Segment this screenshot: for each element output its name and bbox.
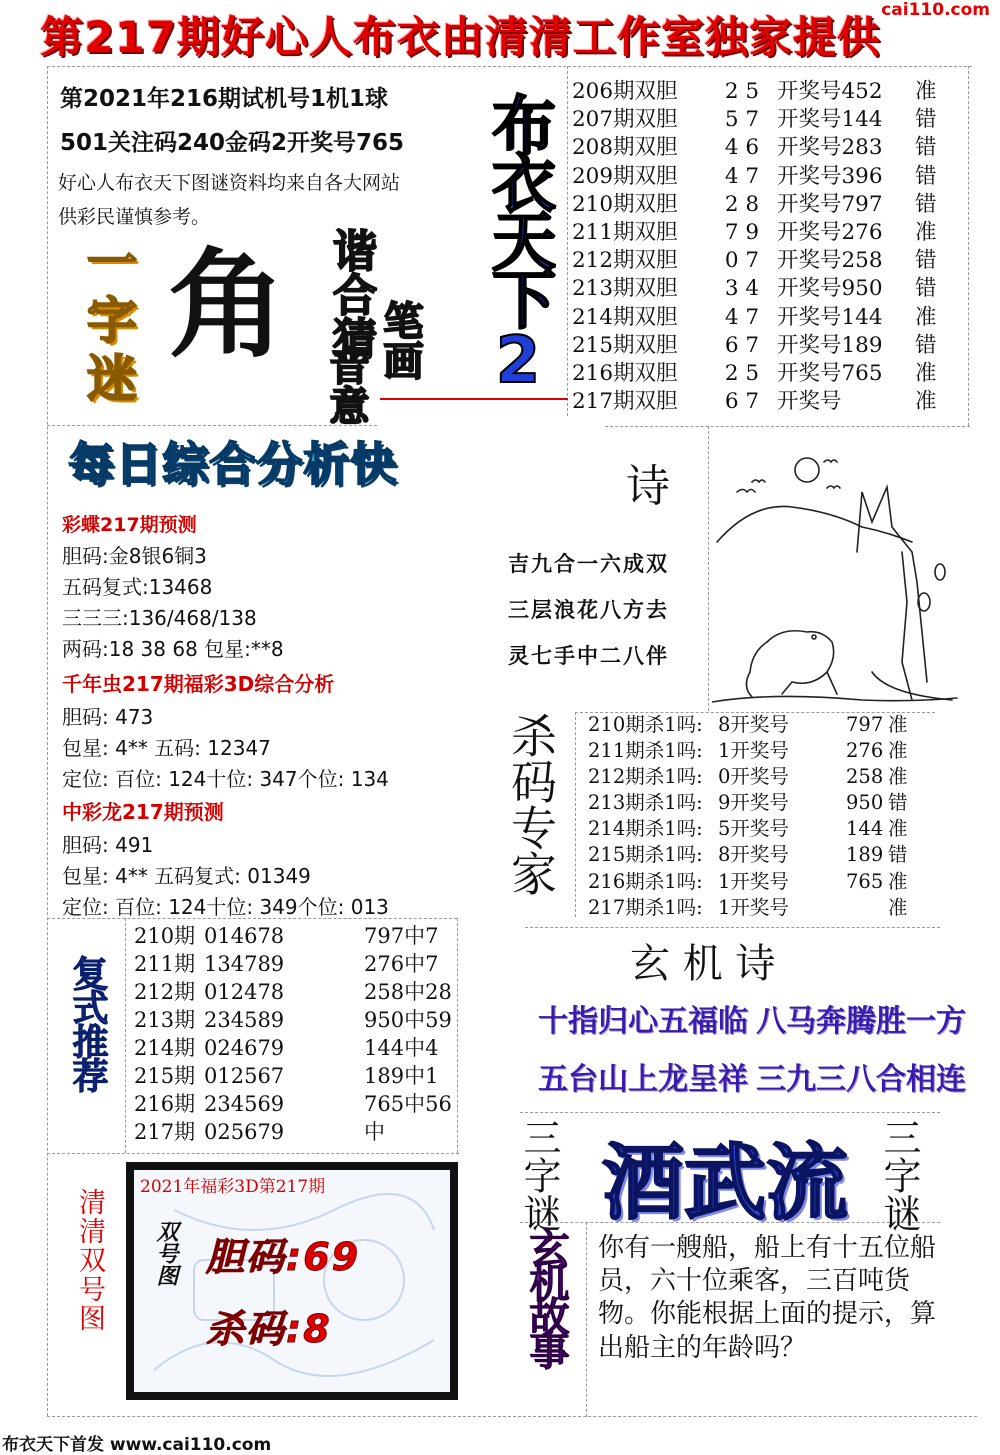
shuangdan-row [572, 332, 952, 360]
shuangdan-digits: 2 5 [724, 79, 760, 104]
shuangdan-prize: 开奖号 [777, 389, 842, 415]
shuangdan-digits: 4 7 [724, 163, 760, 189]
fushi-numbers: 134789 [204, 952, 285, 976]
shuangdan-row [572, 275, 952, 303]
kill-prize: 765 [846, 869, 884, 893]
kill-result: 准 [888, 765, 908, 789]
fushi-hit: 276中7 [364, 952, 439, 976]
shuangdan-issue: 212期双胆 [572, 248, 678, 274]
shuangdan-row [572, 247, 952, 275]
kill-result: 准 [888, 895, 908, 919]
analysis-line: 胆码:金8银6铜3 [62, 544, 207, 568]
disclaimer-line: 好心人布衣天下图谜资料均来自各大网站 [58, 172, 401, 194]
sanzi-label-left: 三字谜 [517, 1118, 561, 1232]
buyi-title: 布衣天下2 [481, 92, 555, 392]
shuangdan-row [572, 163, 952, 191]
kill-prize: 258 [846, 765, 884, 789]
divider [586, 1222, 587, 1417]
shuangdan-prize: 开奖号452 [777, 79, 883, 104]
fushi-issue: 214期 [134, 1036, 196, 1060]
shuangdan-row [572, 191, 952, 219]
shuangdan-prize: 开奖号797 [777, 191, 883, 217]
shuangdan-digits: 6 7 [724, 332, 760, 358]
fushi-row [134, 1118, 452, 1146]
riddle-hint: 笔画 [377, 300, 423, 380]
shuangdan-result: 错 [915, 332, 937, 358]
story-title: 玄机故事 [523, 1228, 569, 1364]
section-heading: 千年虫217期福彩3D综合分析 [62, 672, 335, 696]
footer-text: 布衣天下首发 www.cai110.com [2, 1435, 272, 1455]
shuangdan-prize: 开奖号258 [777, 248, 883, 274]
analysis-line: 胆码: 473 [62, 705, 154, 729]
xuanji-line: 三九三八合相连 [756, 1062, 966, 1097]
kill-row [588, 712, 910, 738]
xuanji-line: 十指归心五福临 [538, 1004, 748, 1039]
kill-result: 准 [888, 869, 908, 893]
analysis-line: 包星: 4** 五码: 12347 [62, 736, 271, 760]
fushi-hit: 950中59 [364, 1008, 452, 1032]
kill-prize: 144 [846, 817, 884, 841]
fushi-hit: 中 [364, 1120, 385, 1144]
poem-line: 灵七手中二八伴 [508, 644, 669, 668]
shuangdan-prize: 开奖号765 [777, 360, 883, 386]
shuangdan-issue: 210期双胆 [572, 191, 678, 217]
kill-digit: 0开奖号 [718, 765, 789, 789]
kill-code-list [588, 712, 910, 921]
analysis-line: 定位: 百位: 124十位: 349个位: 013 [62, 895, 389, 919]
kill-result: 准 [888, 817, 908, 841]
xuanji-line: 八马奔腾胜一方 [756, 1004, 966, 1039]
kill-issue: 217期杀1吗: [588, 895, 703, 919]
shuangdan-issue: 215期双胆 [572, 332, 678, 358]
disclaimer-line: 供彩民谨慎参考。 [58, 206, 211, 228]
shuangdan-result: 准 [915, 219, 937, 245]
kill-prize: 189 [846, 843, 884, 867]
shuanghao-side-label: 双号图 [153, 1220, 178, 1286]
shuanghao-dan: 胆码:69 [206, 1235, 361, 1279]
shuangdan-row [572, 78, 952, 106]
kill-digit: 8开奖号 [718, 713, 789, 736]
xuanji-title: 玄 机 诗 [630, 941, 776, 987]
analysis-line: 五码复式:13468 [62, 575, 213, 599]
daily-analysis-title: 每日综合分析快 [68, 437, 397, 491]
shuangdan-issue: 213期双胆 [572, 276, 678, 302]
shuangdan-row [572, 304, 952, 332]
shuangdan-result: 错 [915, 163, 937, 189]
focus-code-line: 501关注码240金码2开奖号765 [60, 130, 405, 156]
fushi-numbers: 024679 [204, 1036, 285, 1060]
fushi-row [134, 1090, 452, 1118]
kill-issue: 211期杀1吗: [588, 739, 703, 763]
fushi-row [134, 922, 452, 950]
fushi-issue: 215期 [134, 1064, 196, 1088]
riddle-label: 一字迷 [79, 236, 137, 410]
divider [47, 425, 377, 426]
qingqing-title: 清清双号图 [74, 1188, 105, 1333]
shuangdan-row [572, 388, 952, 416]
divider [47, 66, 48, 1416]
shuangdan-issue: 217期双胆 [572, 389, 678, 415]
shuangdan-prize: 开奖号276 [777, 219, 883, 245]
kill-issue: 213期杀1吗: [588, 791, 703, 815]
shuangdan-result: 错 [915, 191, 937, 217]
riddle-character: 角 [168, 236, 287, 374]
divider [457, 918, 458, 1153]
fushi-list [134, 922, 452, 1146]
shuangdan-digits: 4 7 [724, 304, 760, 330]
fushi-hit: 797中7 [364, 924, 439, 948]
riddle-hint: 谐合猜 [325, 228, 376, 360]
kill-digit: 1开奖号 [718, 895, 789, 919]
shuangdan-prize: 开奖号144 [777, 107, 883, 133]
poem-line: 三层浪花八方去 [508, 598, 669, 622]
kill-row [588, 842, 910, 868]
site-link[interactable]: cai110.com [881, 0, 990, 20]
analysis-line: 两码:18 38 68 包星:**8 [62, 637, 284, 661]
fushi-row [134, 978, 452, 1006]
divider [968, 66, 969, 426]
shuangdan-issue: 216期双胆 [572, 360, 678, 386]
shuangdan-result: 准 [915, 304, 937, 330]
shuangdan-row [572, 134, 952, 162]
shuangdan-result: 错 [915, 276, 937, 302]
shuangdan-digits: 4 6 [724, 135, 760, 161]
shuangdan-digits: 2 5 [724, 360, 760, 386]
analysis-line: 包星: 4** 五码复式: 01349 [62, 864, 311, 888]
shuangdan-issue: 211期双胆 [572, 219, 678, 245]
analysis-line: 胆码: 491 [62, 833, 154, 857]
sanzi-label-right: 三字谜 [877, 1118, 921, 1232]
fushi-issue: 212期 [134, 980, 196, 1004]
shuanghao-card-inner [134, 1170, 450, 1392]
section-heading: 彩蝶217期预测 [62, 514, 197, 536]
kill-prize: 950 [846, 791, 884, 815]
kill-prize: 797 [846, 713, 884, 736]
kill-prize: 276 [846, 739, 884, 763]
kill-digit: 1开奖号 [718, 869, 789, 893]
kill-result: 准 [888, 739, 908, 763]
fushi-issue: 216期 [134, 1092, 196, 1116]
sanzi-words: 酒武流 [602, 1136, 849, 1231]
fushi-issue: 217期 [134, 1120, 196, 1144]
shuangdan-list [572, 78, 952, 416]
fushi-hit: 189中1 [364, 1064, 439, 1088]
analysis-line: 三三三:136/468/138 [62, 606, 257, 630]
shuangdan-result: 准 [915, 389, 937, 415]
riddle-hint: 音意 [323, 345, 369, 425]
fushi-row [134, 1034, 452, 1062]
divider [525, 927, 940, 928]
kill-digit: 5开奖号 [718, 817, 789, 841]
shuangdan-digits: 0 7 [724, 248, 760, 274]
kill-digit: 9开奖号 [718, 791, 789, 815]
divider [47, 1153, 459, 1154]
xuanji-line: 五台山上龙呈祥 [538, 1062, 748, 1097]
fushi-title: 复式推荐 [67, 955, 108, 1091]
shuangdan-digits: 6 7 [724, 389, 760, 415]
shuangdan-digits: 2 8 [724, 191, 760, 217]
kill-result: 错 [888, 843, 908, 867]
divider [47, 1416, 977, 1417]
kill-digit: 1开奖号 [718, 739, 789, 763]
kill-row [588, 895, 910, 921]
fushi-numbers: 014678 [204, 924, 285, 948]
shuangdan-prize: 开奖号396 [777, 163, 883, 189]
shuanghao-card [126, 1162, 458, 1400]
kill-row [588, 816, 910, 842]
kill-issue: 215期杀1吗: [588, 843, 703, 867]
divider [575, 712, 576, 917]
story-text: 你有一艘船，船上有十五位船员，六十位乘客，三百吨货物。你能根据上面的提示，算出船主的年龄吗？ [598, 1233, 937, 1363]
kill-row [588, 738, 910, 764]
divider [47, 66, 972, 67]
fushi-issue: 211期 [134, 952, 196, 976]
divider [125, 918, 126, 1153]
fushi-row [134, 1062, 452, 1090]
shuangdan-prize: 开奖号950 [777, 276, 883, 302]
shuangdan-row [572, 106, 952, 134]
shuangdan-digits: 7 9 [724, 219, 760, 245]
kill-result: 准 [888, 713, 908, 736]
kill-issue: 214期杀1吗: [588, 817, 703, 841]
divider [605, 426, 970, 427]
shuangdan-result: 准 [915, 360, 937, 386]
kill-row [588, 764, 910, 790]
kill-issue: 216期杀1吗: [588, 869, 703, 893]
shuangdan-result: 错 [915, 107, 937, 133]
shuangdan-result: 错 [915, 135, 937, 161]
shuanghao-header: 2021年福彩3D第217期 [140, 1177, 326, 1197]
shuangdan-digits: 3 4 [724, 276, 760, 302]
shuangdan-row [572, 219, 952, 247]
divider [708, 426, 709, 711]
shuangdan-prize: 开奖号283 [777, 135, 883, 161]
fushi-hit: 144中4 [364, 1036, 439, 1060]
fushi-issue: 213期 [134, 1008, 196, 1032]
sketch-illustration [712, 432, 962, 710]
section-heading: 中彩龙217期预测 [62, 800, 224, 824]
shuangdan-issue: 207期双胆 [572, 107, 678, 133]
shuangdan-prize: 开奖号189 [777, 332, 883, 358]
kill-digit: 8开奖号 [718, 843, 789, 867]
fushi-hit: 765中56 [364, 1092, 452, 1116]
shuangdan-issue: 206期双胆 [572, 79, 678, 104]
shuangdan-issue: 209期双胆 [572, 163, 678, 189]
fushi-numbers: 012478 [204, 980, 285, 1004]
shuangdan-row [572, 360, 952, 388]
divider [520, 1112, 940, 1113]
fushi-numbers: 025679 [204, 1120, 285, 1144]
fushi-numbers: 234569 [204, 1092, 285, 1116]
divider [567, 66, 568, 416]
kill-expert-title: 杀码专家 [504, 712, 558, 896]
shuangdan-digits: 5 7 [724, 107, 760, 133]
card-background-art [134, 1170, 450, 1392]
kill-issue: 210期杀1吗: [588, 713, 703, 736]
kill-result: 错 [888, 791, 908, 815]
fushi-issue: 210期 [134, 924, 196, 948]
fushi-hit: 258中28 [364, 980, 452, 1004]
kill-issue: 212期杀1吗: [588, 765, 703, 789]
page-title: 第217期好心人布衣由清清工作室独家提供 [40, 13, 881, 63]
kill-row [588, 790, 910, 816]
poem-title: 诗 [626, 461, 670, 512]
kill-row [588, 869, 910, 895]
shuanghao-sha: 杀码:8 [206, 1307, 332, 1351]
fushi-numbers: 234589 [204, 1008, 285, 1032]
shuangdan-result: 错 [915, 248, 937, 274]
shuangdan-result: 准 [915, 79, 937, 104]
poem-line: 吉九合一六成双 [508, 552, 669, 576]
red-underline [380, 398, 568, 400]
fushi-numbers: 012567 [204, 1064, 285, 1088]
shuangdan-prize: 开奖号144 [777, 304, 883, 330]
shuangdan-issue: 214期双胆 [572, 304, 678, 330]
fushi-row [134, 950, 452, 978]
shuangdan-issue: 208期双胆 [572, 135, 678, 161]
test-number-line: 第2021年216期试机号1机1球 [60, 86, 389, 112]
analysis-line: 定位: 百位: 124十位: 347个位: 134 [62, 767, 389, 791]
fushi-row [134, 1006, 452, 1034]
